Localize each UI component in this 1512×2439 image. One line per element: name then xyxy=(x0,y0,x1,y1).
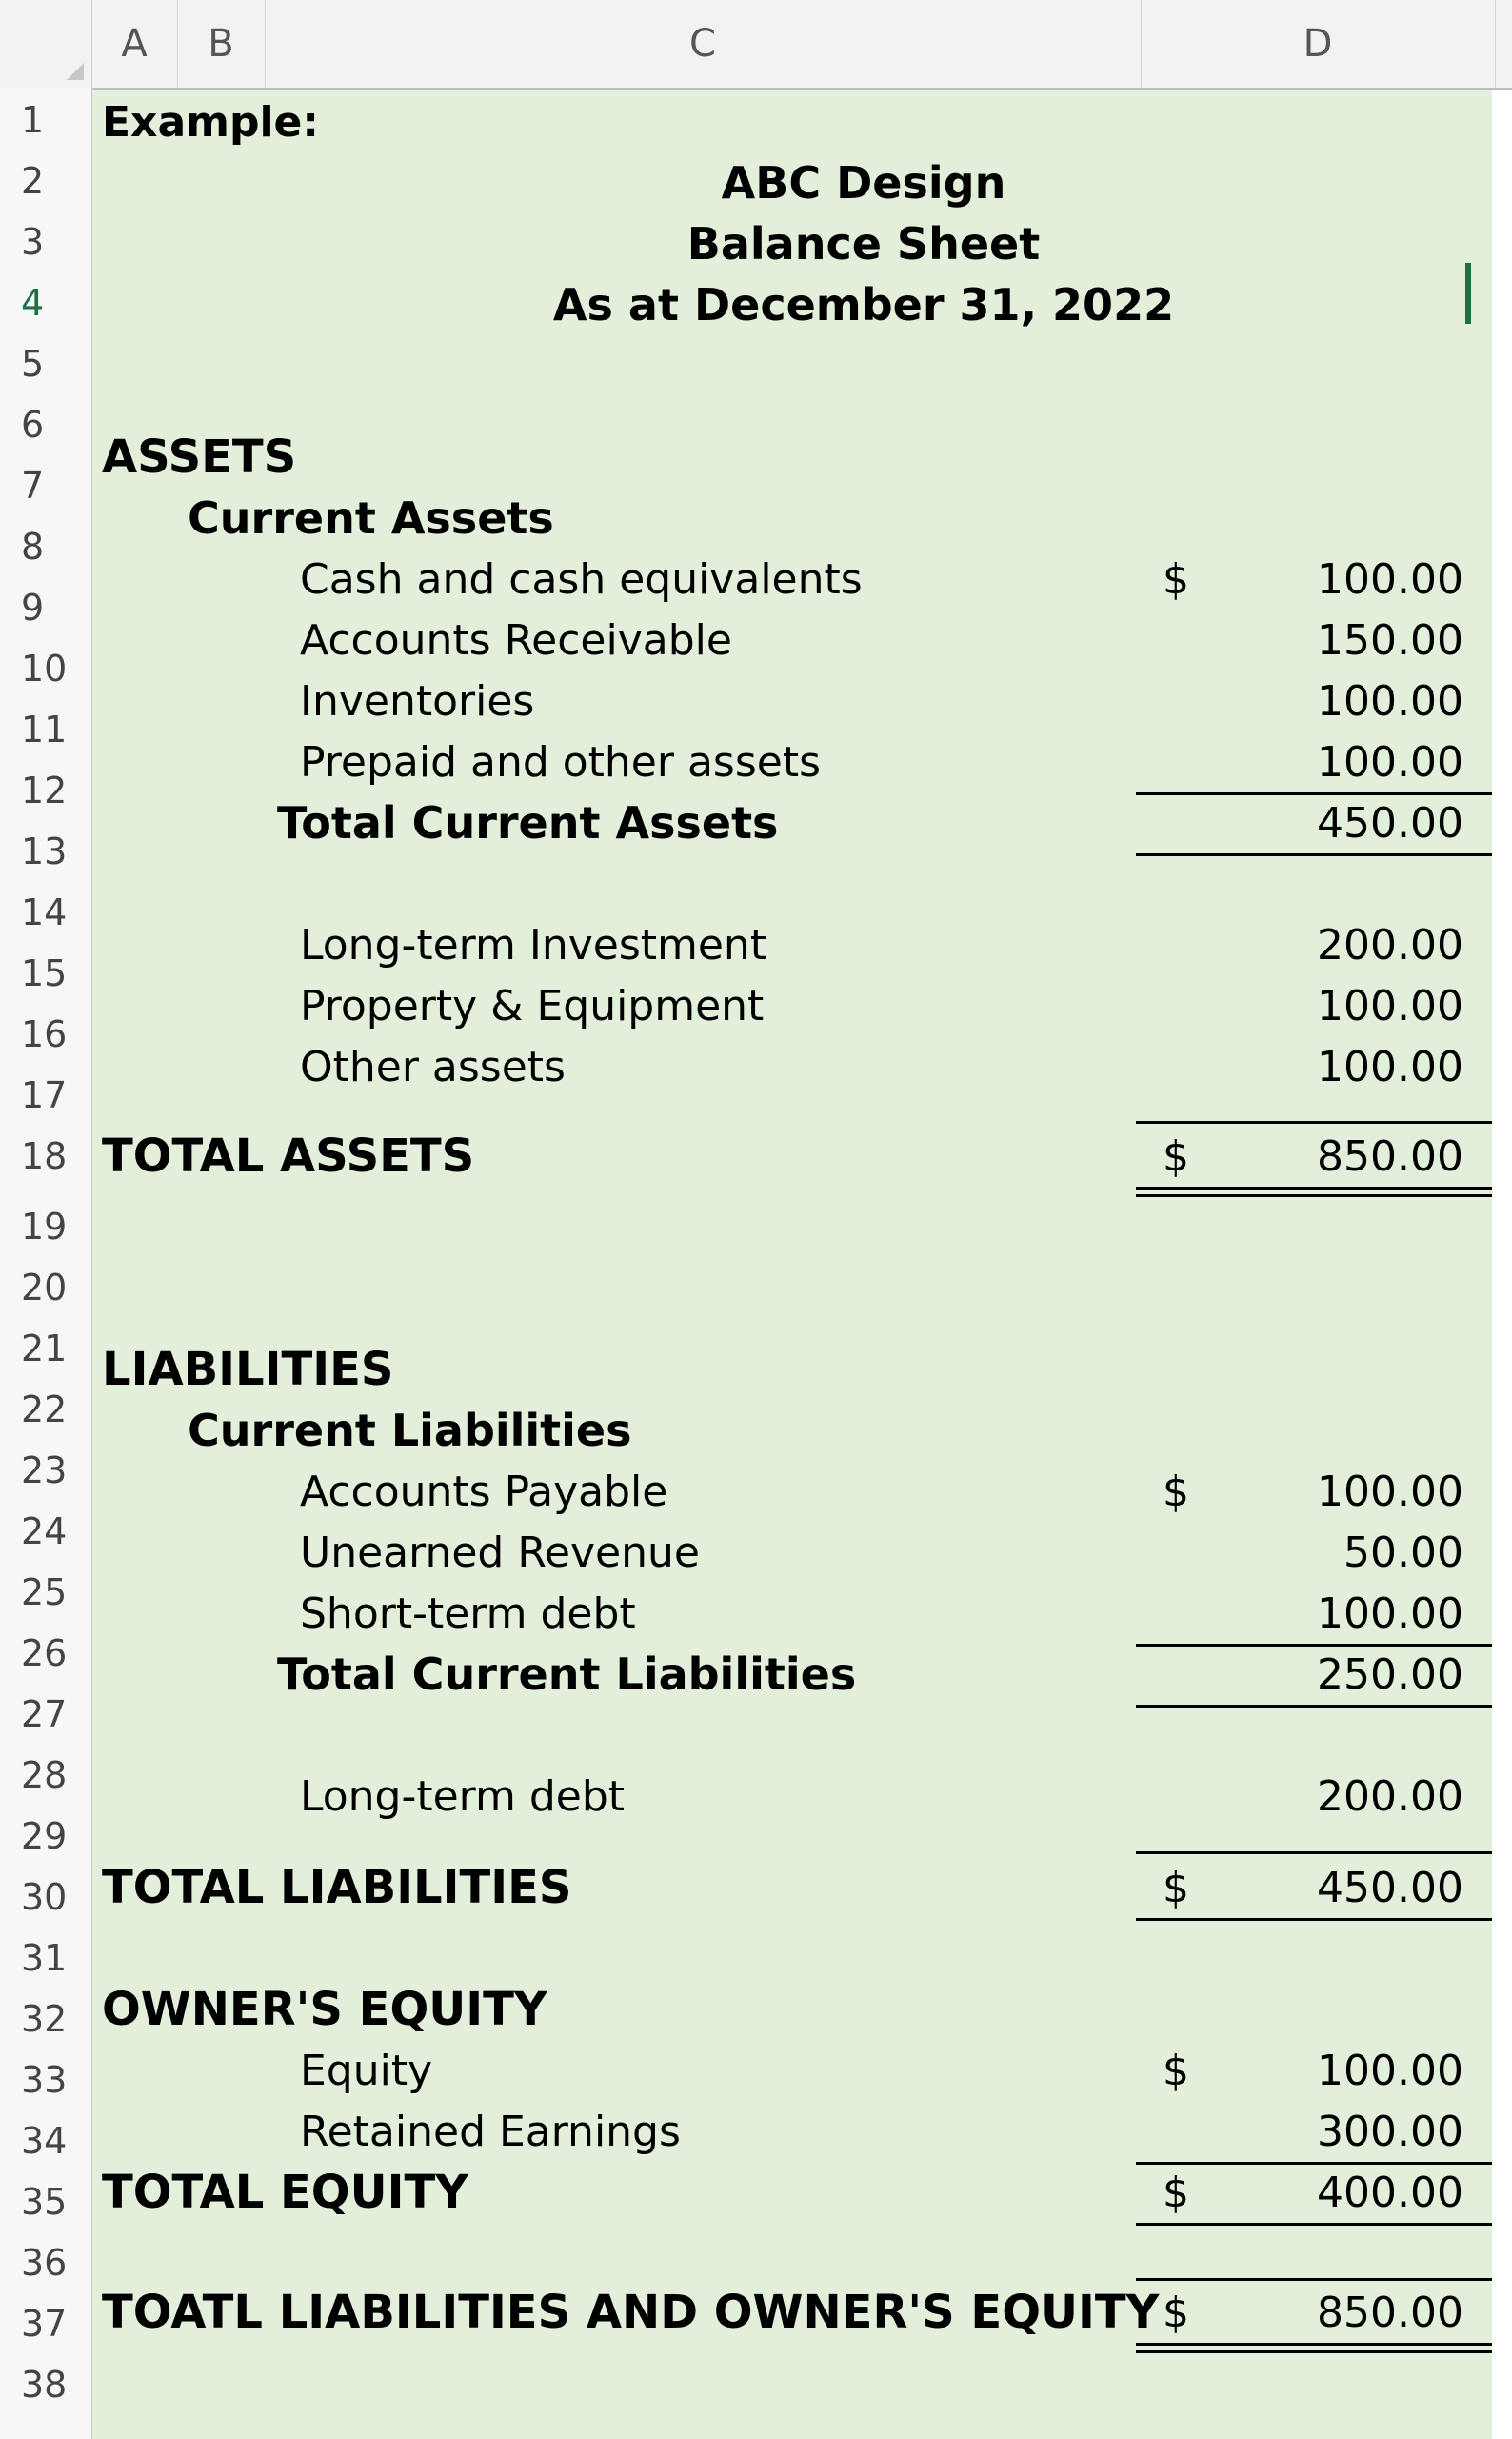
cash-label[interactable]: Cash and cash equivalents xyxy=(300,554,863,604)
row-header[interactable]: 23 xyxy=(21,1449,68,1491)
owners-equity-heading[interactable]: OWNER'S EQUITY xyxy=(102,1983,547,2036)
other-assets-value[interactable]: 100.00 xyxy=(1317,1042,1463,1091)
row-header[interactable]: 19 xyxy=(21,1206,68,1248)
row-header[interactable]: 28 xyxy=(21,1754,68,1796)
accounts-payable-value[interactable]: 100.00 xyxy=(1317,1467,1463,1516)
total-current-assets-underline xyxy=(1136,853,1492,856)
retained-earnings-value[interactable]: 300.00 xyxy=(1317,2107,1463,2156)
current-liabilities-heading[interactable]: Current Liabilities xyxy=(188,1405,632,1456)
equity-value[interactable]: 100.00 xyxy=(1317,2046,1463,2095)
row-header[interactable]: 37 xyxy=(21,2303,68,2345)
total-assets-top-line xyxy=(1136,1121,1492,1124)
column-header-a[interactable]: A xyxy=(91,0,178,88)
row-header[interactable]: 35 xyxy=(21,2181,68,2223)
prepaid-value[interactable]: 100.00 xyxy=(1317,737,1463,787)
row-header[interactable]: 20 xyxy=(21,1267,68,1309)
retained-earnings-label[interactable]: Retained Earnings xyxy=(300,2107,681,2156)
total-equity-underline xyxy=(1136,2223,1492,2226)
report-title[interactable]: Balance Sheet xyxy=(686,218,1041,270)
report-date[interactable]: As at December 31, 2022 xyxy=(552,279,1175,330)
column-header-bar xyxy=(0,0,1512,90)
active-cell-indicator xyxy=(1465,263,1471,324)
accounts-receivable-value[interactable]: 150.00 xyxy=(1317,615,1463,665)
total-liabilities-underline xyxy=(1136,1918,1492,1921)
total-liabilities-dollar[interactable]: $ xyxy=(1163,1863,1189,1912)
cash-value[interactable]: 100.00 xyxy=(1317,554,1463,604)
property-equipment-value[interactable]: 100.00 xyxy=(1317,981,1463,1030)
assets-heading[interactable]: ASSETS xyxy=(102,430,297,484)
total-equity-value[interactable]: 400.00 xyxy=(1317,2168,1463,2217)
row-header-strip xyxy=(0,88,93,2439)
accounts-payable-label[interactable]: Accounts Payable xyxy=(300,1467,668,1516)
row-header[interactable]: 14 xyxy=(21,891,68,933)
total-equity-dollar[interactable]: $ xyxy=(1163,2168,1189,2217)
row-header[interactable]: 22 xyxy=(21,1389,68,1430)
row-header[interactable]: 12 xyxy=(21,770,68,811)
other-assets-label[interactable]: Other assets xyxy=(300,1042,566,1091)
grand-total-label[interactable]: TOATL LIABILITIES AND OWNER'S EQUITY xyxy=(102,2286,1160,2339)
accounts-receivable-label[interactable]: Accounts Receivable xyxy=(300,615,732,665)
row-header[interactable]: 31 xyxy=(21,1937,68,1979)
grand-total-double-line-1 xyxy=(1136,2343,1492,2346)
row-header[interactable]: 3 xyxy=(21,221,45,263)
row-header[interactable]: 10 xyxy=(21,648,68,690)
total-liabilities-value[interactable]: 450.00 xyxy=(1317,1863,1463,1912)
accounts-payable-dollar[interactable]: $ xyxy=(1163,1467,1189,1516)
select-all-corner[interactable] xyxy=(0,0,92,88)
total-liabilities-label[interactable]: TOTAL LIABILITIES xyxy=(102,1861,572,1914)
prepaid-label[interactable]: Prepaid and other assets xyxy=(300,737,822,787)
row-header[interactable]: 36 xyxy=(21,2242,68,2284)
row-header[interactable]: 21 xyxy=(21,1328,68,1369)
total-assets-label[interactable]: TOTAL ASSETS xyxy=(102,1130,475,1183)
cash-dollar[interactable]: $ xyxy=(1163,554,1189,604)
total-current-liabilities-value[interactable]: 250.00 xyxy=(1317,1649,1463,1699)
long-term-investment-label[interactable]: Long-term Investment xyxy=(300,920,767,970)
column-header-c[interactable]: C xyxy=(265,0,1142,88)
example-label[interactable]: Example: xyxy=(102,97,319,147)
grand-total-double-line-2 xyxy=(1136,2350,1492,2353)
row-header[interactable]: 32 xyxy=(21,1998,68,2040)
row-header[interactable]: 33 xyxy=(21,2059,68,2101)
row-header[interactable]: 30 xyxy=(21,1876,68,1918)
column-header-b[interactable]: B xyxy=(177,0,266,88)
row-header[interactable]: 24 xyxy=(21,1510,68,1552)
short-term-debt-value[interactable]: 100.00 xyxy=(1317,1589,1463,1638)
row-header[interactable]: 2 xyxy=(21,160,45,202)
total-current-assets-value[interactable]: 450.00 xyxy=(1317,798,1463,848)
total-assets-dollar[interactable]: $ xyxy=(1163,1131,1189,1181)
property-equipment-label[interactable]: Property & Equipment xyxy=(300,981,765,1030)
equity-label[interactable]: Equity xyxy=(300,2046,433,2095)
row-header[interactable]: 38 xyxy=(21,2364,68,2406)
inventories-label[interactable]: Inventories xyxy=(300,676,535,726)
company-name[interactable]: ABC Design xyxy=(721,157,1006,209)
row-header[interactable]: 26 xyxy=(21,1632,68,1674)
grand-total-dollar[interactable]: $ xyxy=(1163,2288,1189,2337)
long-term-debt-label[interactable]: Long-term debt xyxy=(300,1771,626,1821)
long-term-investment-value[interactable]: 200.00 xyxy=(1317,920,1463,970)
liabilities-heading[interactable]: LIABILITIES xyxy=(102,1343,394,1396)
row-header[interactable]: 16 xyxy=(21,1013,68,1055)
equity-dollar[interactable]: $ xyxy=(1163,2046,1189,2095)
total-assets-double-line-2 xyxy=(1136,1194,1492,1197)
column-header-d[interactable]: D xyxy=(1141,0,1496,88)
total-assets-value[interactable]: 850.00 xyxy=(1317,1131,1463,1181)
grand-total-top-line xyxy=(1136,2278,1492,2281)
row-header[interactable]: 11 xyxy=(21,709,68,750)
total-current-liabilities-underline xyxy=(1136,1705,1492,1708)
long-term-debt-value[interactable]: 200.00 xyxy=(1317,1771,1463,1821)
row-header[interactable]: 15 xyxy=(21,952,68,994)
row-header[interactable]: 34 xyxy=(21,2120,68,2162)
grand-total-value[interactable]: 850.00 xyxy=(1317,2288,1463,2337)
total-assets-double-line-1 xyxy=(1136,1187,1492,1190)
row-header[interactable]: 18 xyxy=(21,1135,68,1177)
row-header[interactable]: 4 xyxy=(0,272,99,333)
row-header[interactable]: 6 xyxy=(21,404,45,446)
row-header[interactable]: 17 xyxy=(21,1074,68,1116)
unearned-revenue-value[interactable]: 50.00 xyxy=(1343,1528,1463,1577)
row-header[interactable]: 27 xyxy=(21,1693,68,1735)
row-header[interactable]: 25 xyxy=(21,1571,68,1613)
row-header[interactable]: 7 xyxy=(21,465,45,507)
select-all-triangle-icon xyxy=(67,63,84,80)
total-equity-label[interactable]: TOTAL EQUITY xyxy=(102,2166,468,2219)
row-header[interactable]: 8 xyxy=(21,526,45,568)
current-assets-heading[interactable]: Current Assets xyxy=(188,492,554,544)
total-liabilities-top-line xyxy=(1136,1851,1492,1854)
total-current-assets-label[interactable]: Total Current Assets xyxy=(277,797,779,849)
row-header[interactable]: 9 xyxy=(21,587,45,629)
inventories-value[interactable]: 100.00 xyxy=(1317,676,1463,726)
row-header[interactable]: 1 xyxy=(21,99,45,141)
row-header[interactable]: 13 xyxy=(21,830,68,872)
row-header[interactable]: 29 xyxy=(21,1815,68,1857)
short-term-debt-label[interactable]: Short-term debt xyxy=(300,1589,636,1638)
cell-grid[interactable] xyxy=(92,90,1492,2439)
total-current-liabilities-label[interactable]: Total Current Liabilities xyxy=(277,1649,857,1700)
row-header[interactable]: 5 xyxy=(21,343,45,385)
unearned-revenue-label[interactable]: Unearned Revenue xyxy=(300,1528,700,1577)
